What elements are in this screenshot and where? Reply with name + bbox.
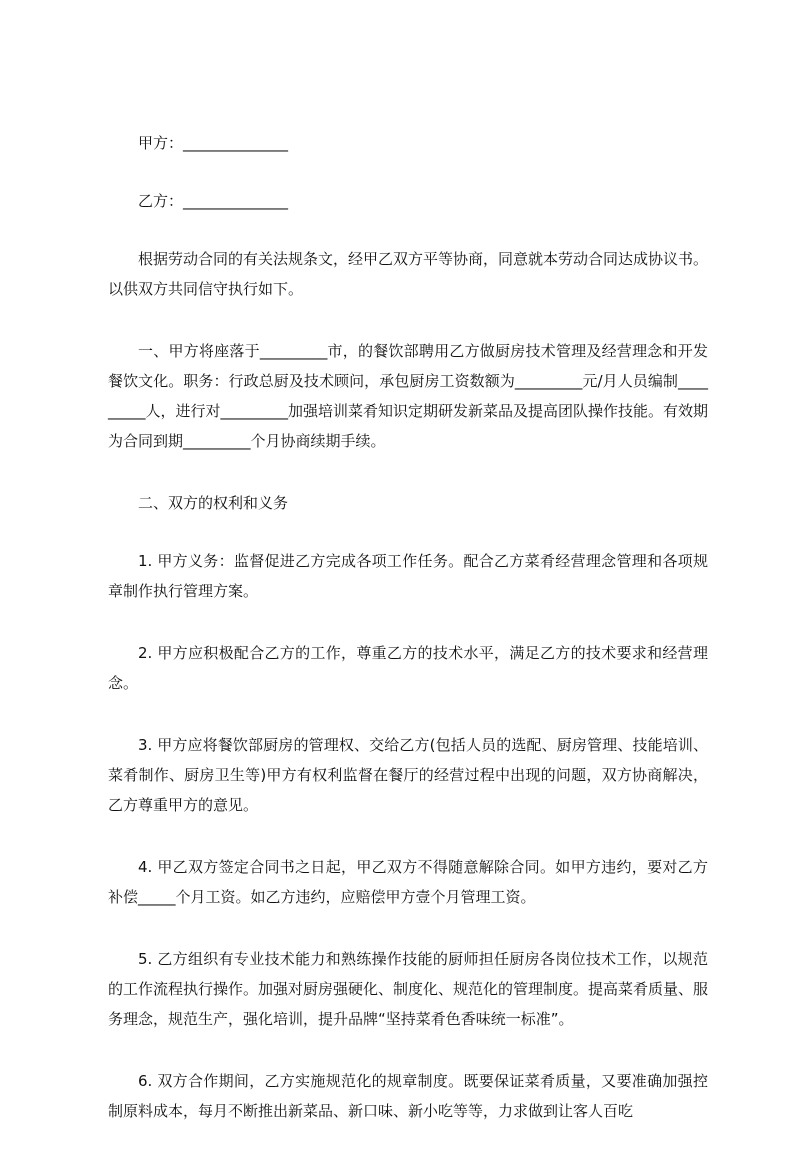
section-1-paragraph: 一、甲方将座落于_________市，的餐饮部聘用乙方做厨房技术管理及经营理念和开发餐饮文化。职务：行政总厨及技术顾问，承包厨房工资数额为_________元/月人员编制_________人，进行对_________加强培训菜肴知识定期研发新菜品及提高团队操作技能。有效期为合同到期_________个月协商续期手续。	[108, 342, 709, 450]
section-2-heading: 二、双方的权利和义务	[138, 494, 289, 512]
document-body	[108, 128, 708, 1158]
clause-6-paragraph: 6. 双方合作期间，乙方实施规范化的规章制度。既要保证菜肴质量，又要准确加强控制原料成本，每月不断推出新菜品、新口味、新小吃等等，力求做到让客人百吃	[108, 1072, 708, 1120]
intro-paragraph: 根据劳动合同的有关法规条文，经甲乙双方平等协商，同意就本劳动合同达成协议书。以供双方共同信守执行如下。	[108, 250, 709, 298]
clause-1-paragraph: 1. 甲方义务：监督促进乙方完成各项工作任务。配合乙方菜肴经营理念管理和各项规章制作执行管理方案。	[108, 552, 708, 600]
party-a-line: 甲方：______________	[138, 134, 289, 152]
clause-3-paragraph: 3. 甲方应将餐饮部厨房的管理权、交给乙方(包括人员的选配、厨房管理、技能培训、菜肴制作、厨房卫生等)甲方有权利监督在餐厅的经营过程中出现的问题，双方协商解决，乙方尊重甲方的意见。	[108, 736, 708, 814]
clause-5-paragraph: 5. 乙方组织有专业技术能力和熟练操作技能的厨师担任厨房各岗位技术工作，以规范的工作流程执行操作。加强对厨房强硬化、制度化、规范化的管理制度。提高菜肴质量、服务理念，规范生产，强化培训，提升品牌“坚持菜肴色香味统一标准”。	[108, 950, 709, 1028]
clause-2-paragraph: 2. 甲方应积极配合乙方的工作，尊重乙方的技术水平，满足乙方的技术要求和经营理念。	[108, 644, 708, 692]
clause-4-paragraph: 4. 甲乙双方签定合同书之日起，甲乙双方不得随意解除合同。如甲方违约，要对乙方补偿_____个月工资。如乙方违约，应赔偿甲方壹个月管理工资。	[108, 858, 708, 906]
party-b-line: 乙方：______________	[138, 192, 289, 210]
